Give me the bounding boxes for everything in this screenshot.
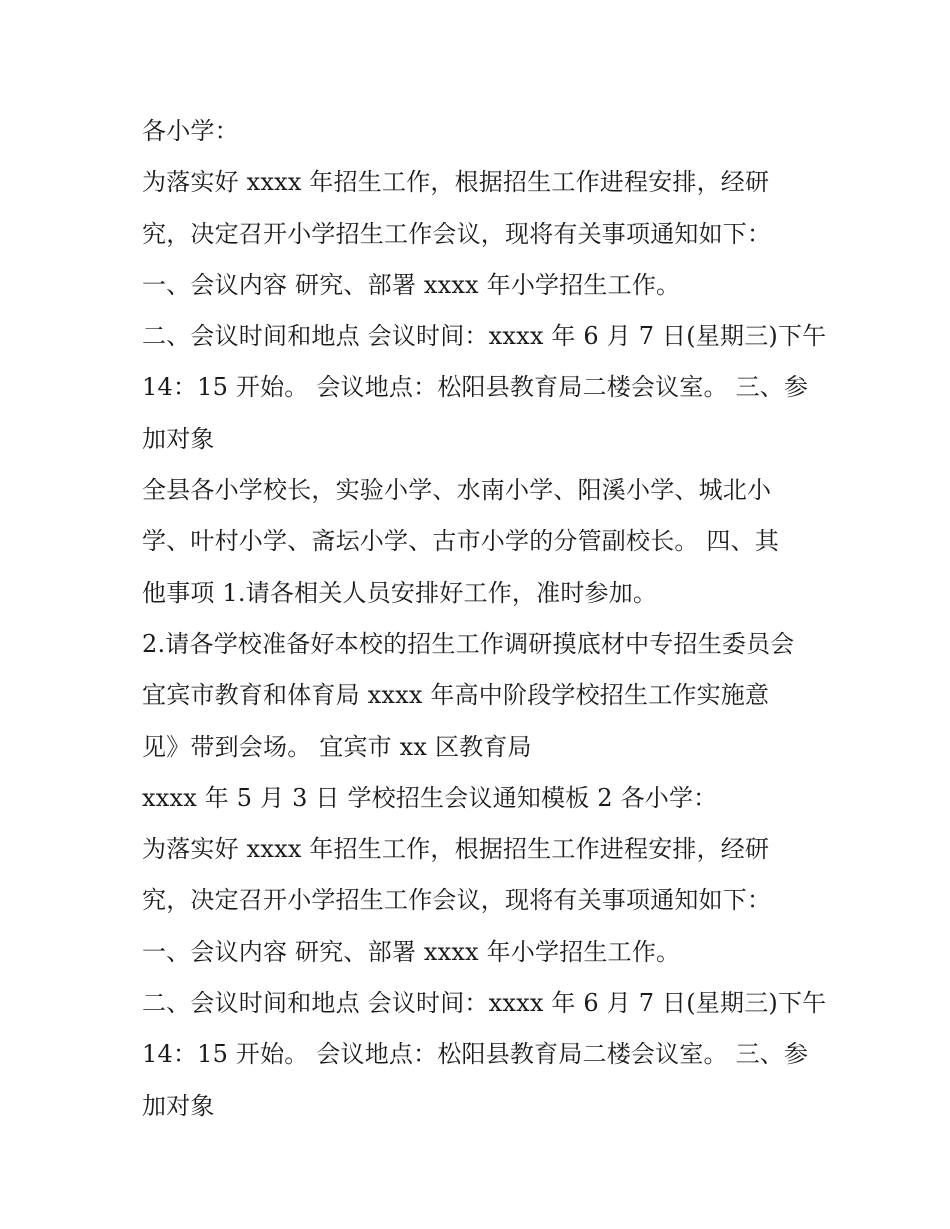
text-line: 二、会议时间和地点 会议时间：xxxx 年 6 月 7 日(星期三)下午 bbox=[142, 322, 827, 351]
text-line: 二、会议时间和地点 会议时间：xxxx 年 6 月 7 日(星期三)下午 bbox=[142, 989, 827, 1018]
text-line: 究，决定召开小学招生工作会议，现将有关事项通知如下： bbox=[142, 886, 772, 915]
text-line: 加对象 bbox=[142, 1091, 215, 1120]
text-line: xxxx 年 5 月 3 日 学校招生会议通知模板 2 各小学： bbox=[142, 783, 718, 812]
text-line: 他事项 1.请各相关人员安排好工作，准时参加。 bbox=[142, 578, 658, 607]
text-line: 全县各小学校长，实验小学、水南小学、阳溪小学、城北小 bbox=[142, 476, 772, 505]
text-line: 为落实好 xxxx 年招生工作，根据招生工作进程安排，经研 bbox=[142, 168, 770, 197]
text-line: 2.请各学校准备好本校的招生工作调研摸底材中专招生委员会 bbox=[142, 629, 795, 658]
text-line: 加对象 bbox=[142, 424, 215, 453]
text-line: 14：15 开始。 会议地点：松阳县教育局二楼会议室。 三、参 bbox=[142, 373, 809, 402]
text-line: 学、叶村小学、斋坛小学、古市小学的分管副校长。 四、其 bbox=[142, 527, 780, 556]
text-line: 为落实好 xxxx 年招生工作，根据招生工作进程安排，经研 bbox=[142, 835, 770, 864]
text-line: 一、会议内容 研究、部署 xxxx 年小学招生工作。 bbox=[142, 937, 681, 966]
text-line: 一、会议内容 研究、部署 xxxx 年小学招生工作。 bbox=[142, 270, 681, 299]
text-line: 宜宾市教育和体育局 xxxx 年高中阶段学校招生工作实施意 bbox=[142, 681, 770, 710]
document-body bbox=[142, 106, 832, 1132]
text-line: 究，决定召开小学招生工作会议，现将有关事项通知如下： bbox=[142, 219, 772, 248]
text-line: 见》带到会场。 宜宾市 xx 区教育局 bbox=[142, 732, 532, 761]
text-line: 各小学： bbox=[142, 117, 239, 145]
text-line: 14：15 开始。 会议地点：松阳县教育局二楼会议室。 三、参 bbox=[142, 1040, 809, 1069]
